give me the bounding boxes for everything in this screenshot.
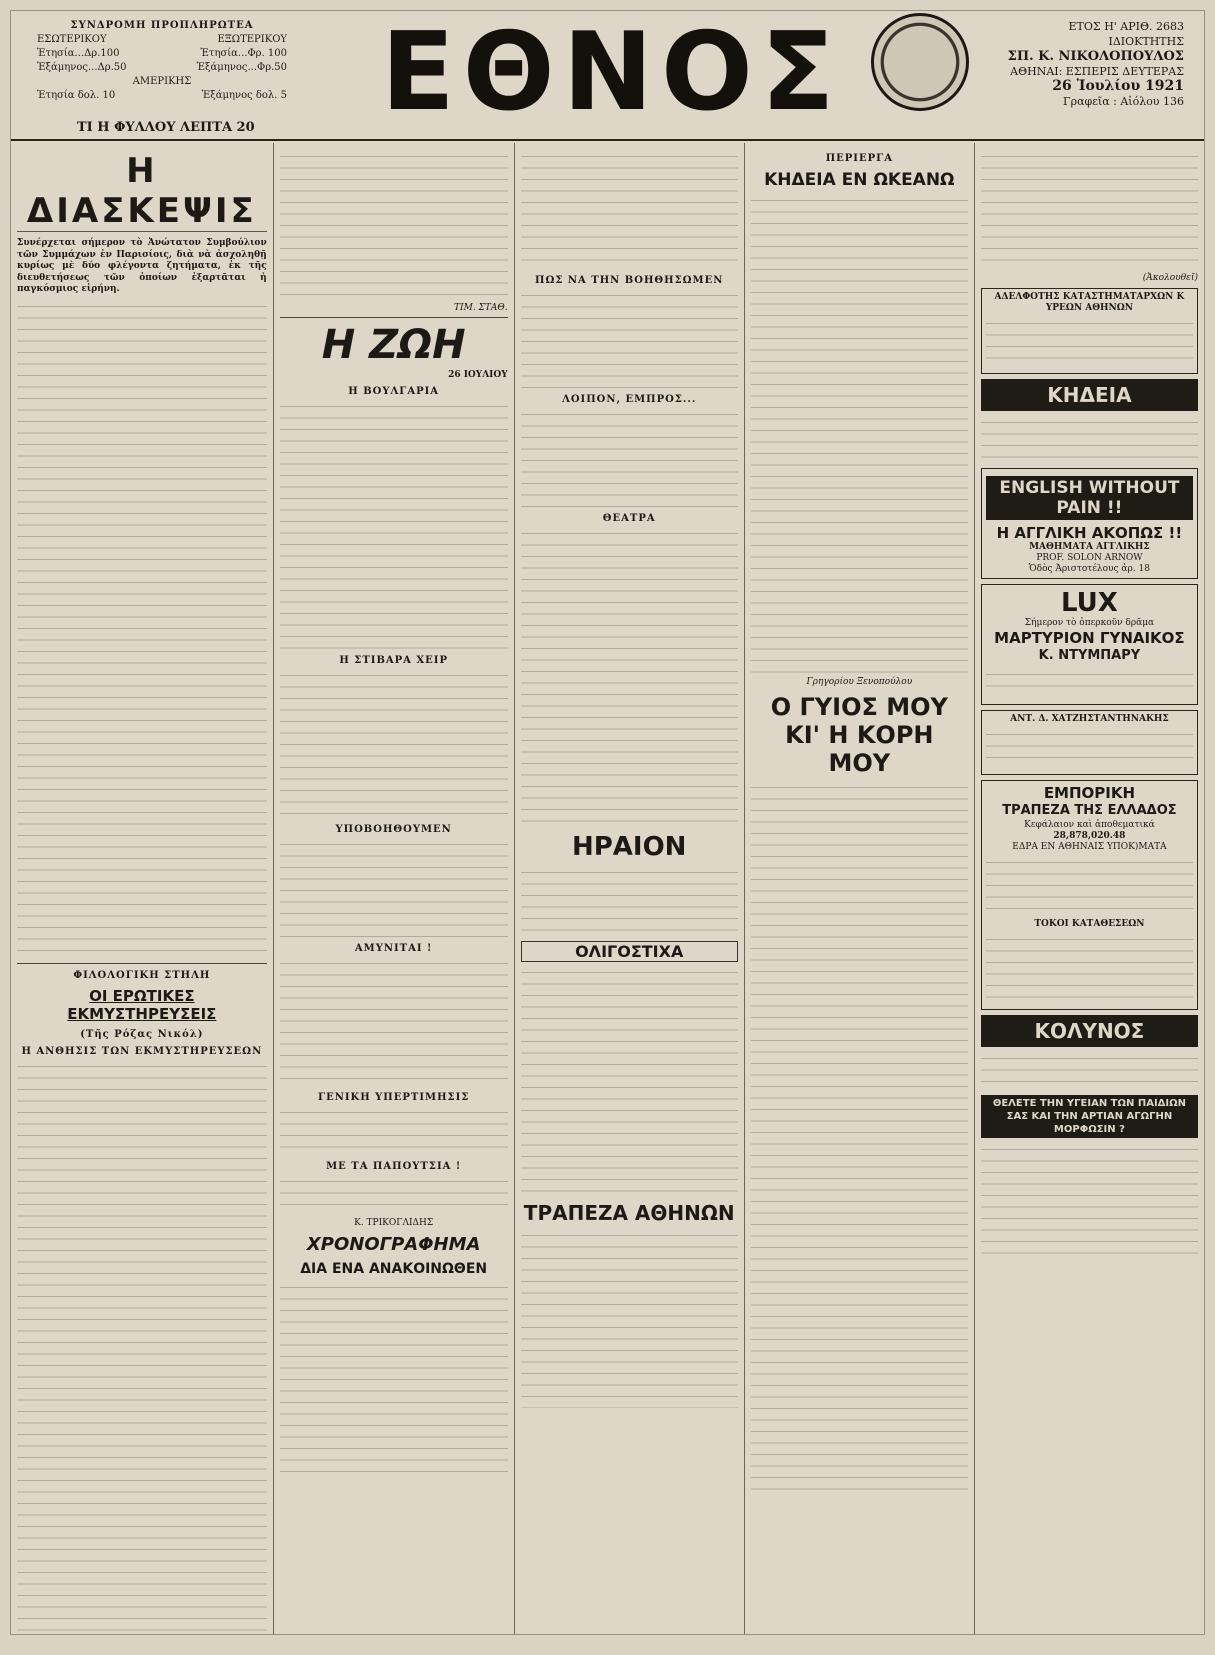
article-body-2 <box>17 1059 267 1635</box>
deposit-rates: ΤΟΚΟΙ ΚΑΤΑΘΕΣΕΩΝ <box>1034 919 1145 929</box>
deposit-body <box>986 932 1193 1002</box>
rate-2-right: Ἐξάμηνος...Φρ.50 <box>196 62 287 73</box>
doctor-name: ΑΝΤ. Δ. ΧΑΤΖΗΣΤΑΝΤΗΝΑΚΗΣ <box>1010 714 1169 724</box>
section-title: Η ΖΩΗ <box>321 322 466 368</box>
newspaper-page <box>10 10 1205 1635</box>
rate-3-right: Ἐξάμηνος δολ. 5 <box>201 90 287 101</box>
english-title: ENGLISH WITHOUT PAIN !! <box>986 476 1193 520</box>
year-issue: ΕΤΟΣ Η' ΑΡΙΘ. 2683 <box>1068 20 1184 33</box>
continued-text-3 <box>521 149 738 269</box>
teacher-address: Ὁδὸς Ἀριστοτέλους ἀρ. 18 <box>1028 564 1150 574</box>
chronicle-title: ΧΡΟΝΟΓΡΑΦΗΜΑ <box>306 1234 481 1255</box>
owner-name: ΣΠ. Κ. ΝΙΚΟΛΟΠΟΥΛΟΣ <box>1007 49 1184 64</box>
forward-body <box>521 407 738 507</box>
rate-3-left: Ἐτησία δολ. 10 <box>37 90 116 101</box>
general-body <box>280 1105 508 1155</box>
curiosities-label: ΠΕΡΙΕΡΓΑ <box>825 153 893 164</box>
firm-hand-heading: Η ΣΤΙΒΑΡΑ ΧΕΙΡ <box>339 655 448 666</box>
byline: (Τῆς Ρόζας Νικόλ) <box>80 1028 204 1040</box>
doctor-body <box>986 727 1193 767</box>
hraion-heading: ΗΡΑΙΟΝ <box>571 832 687 862</box>
bank-seat: ΕΔΡΑ ΕΝ ΑΘΗΝΑΙΣ ΥΠΟΚ)ΜΑΤΑ <box>1012 842 1167 852</box>
lux-title: LUX <box>1061 588 1118 618</box>
chronicle-subtitle: ΔΙΑ ΕΝΑ ΑΝΑΚΟΙΝΩΘΕΝ <box>300 1261 488 1277</box>
film-cast <box>986 667 1193 697</box>
column-2 <box>274 143 515 1634</box>
firm-hand-body <box>280 668 508 818</box>
lux-subtitle: Σήμερον τὸ ὀπερκοῦν δρᾶμα <box>1024 618 1155 628</box>
edition-line: ΑΘΗΝΑΙ: ΕΣΠΕΡΙΣ ΔΕΥΤΕΡΑΣ <box>1010 65 1184 78</box>
film-author: Κ. ΝΤΥΜΠΑΡΥ <box>1038 648 1141 663</box>
columns <box>11 143 1204 1634</box>
bank-heading: ΤΡΑΠΕΖΑ ΑΘΗΝΩΝ <box>523 1201 735 1225</box>
bank-name: ΤΡΑΠΕΖΑ ΤΗΣ ΕΛΛΑΔΟΣ <box>1002 803 1177 818</box>
brotherhood-title: ΑΔΕΛΦΟΤΗΣ ΚΑΤΑΣΤΗΜΑΤΑΡΧΩΝ Κ ΥΡΕΩΝ ΑΘΗΝΩΝ <box>994 292 1185 313</box>
remind-body <box>280 837 508 937</box>
office-address: Γραφεῖα : Αἰόλου 136 <box>1062 95 1184 108</box>
general-heading: ΓΕΝΙΚΗ ΥΠΕΡΤΙΜΗΣΙΣ <box>318 1092 470 1103</box>
lux-cinema-ad <box>981 584 1198 705</box>
subscription-title: ΣΥΝΔΡΟΜΗ ΠΡΟΠΛΗΡΩΤΕΑ <box>70 20 254 31</box>
section-date: 26 ΙΟΥΛΙΟΥ <box>448 370 508 380</box>
masthead <box>11 11 1204 141</box>
issue-date: 26 Ἰουλίου 1921 <box>1052 78 1184 94</box>
capital-label: Κεφάλαιον καὶ ἀποθεματικά <box>1024 820 1155 830</box>
bank-branches <box>986 855 1193 915</box>
theatres-heading: ΘΕΑΤΡΑ <box>602 513 656 524</box>
bank-ad <box>981 780 1198 1010</box>
brotherhood-notice <box>981 288 1198 374</box>
oligosticha-heading: ΟΛΙΓΟΣΤΙΧΑ <box>521 941 738 962</box>
aid-heading: ΠΩΣ ΝΑ ΤΗΝ ΒΟΗΘΗΣΩΜΕΝ <box>535 275 724 286</box>
funeral-body <box>981 415 1198 463</box>
bulgaria-body <box>280 399 508 649</box>
defense-body <box>280 956 508 1086</box>
subscription-box <box>37 19 287 135</box>
aid-body <box>521 288 738 388</box>
funeral-heading: ΚΗΔΕΙΑ <box>981 379 1198 411</box>
english-ad <box>981 468 1198 579</box>
kolynos-body <box>981 1051 1198 1091</box>
owner-label: ΙΔΙΟΚΤΗΤΗΣ <box>1108 35 1184 48</box>
health-ad: ΘΕΛΕΤΕ ΤΗΝ ΥΓΕΙΑΝ ΤΩΝ ΠΑΙΔΙΩΝ ΣΑΣ ΚΑΙ ΤΗΝ ΑΡΤΙΑΝ ΑΓΩΓΗΝ ΜΟΡΦΩΣΙΝ ? <box>981 1095 1198 1138</box>
english-subtitle: Η ΑΓΓΛΙΚΗ ΑΚΟΠΩΣ !! <box>996 524 1183 542</box>
hraion-body <box>521 865 738 935</box>
publication-info <box>884 19 1184 109</box>
section-label: ΦΙΛΟΛΟΓΙΚΗ ΣΤΗΛΗ <box>73 969 211 981</box>
capital-value: 28,878,020.48 <box>1053 831 1126 841</box>
english-lessons: ΜΑΘΗΜΑΤΑ ΑΓΓΛΙΚΗΣ <box>1029 542 1150 552</box>
lead-paragraph: Συνέρχεται σήμερον τὸ Ἀνώτατον Συμβούλιον τῶν Συμμάχων ἐν Παρισίοις, διὰ νὰ ἀσχοληθῇ κυρίως μὲ δύο φλέγοντα ζητήματα, ἐκ τῆς διευθετήσεως τῶν ὁποίων ἐξαρτᾶται ἡ παγκόσμιος εἰρήνη. <box>17 238 267 294</box>
article-body <box>17 299 267 959</box>
main-headline: Η ΔΙΑΣΚΕΨΙΣ <box>17 151 267 232</box>
column-4 <box>745 143 975 1634</box>
america-label: ΑΜΕΡΙΚΗΣ <box>132 76 192 87</box>
theatres-body <box>521 526 738 826</box>
signature: ΤΙΜ. ΣΤΑΘ. <box>454 303 508 313</box>
brotherhood-body <box>986 316 1193 366</box>
commerce-label: ΕΜΠΟΡΙΚΗ <box>1043 784 1136 802</box>
story-author: Γρηγορίου Ξενοπούλου <box>806 677 913 687</box>
forward-heading: ΛΟΙΠΟΝ, ΕΜΠΡΟΣ... <box>562 394 697 405</box>
abroad-label: ΕΞΩΤΕΡΙΚΟΥ <box>217 34 287 45</box>
slippers-heading: ΜΕ ΤΑ ΠΑΠΟΥΤΣΙΑ ! <box>326 1161 462 1172</box>
oligosticha-body <box>521 965 738 1195</box>
column-5 <box>975 143 1204 1634</box>
remind-heading: ΥΠΟΒΟΗΘΟΥΜΕΝ <box>335 824 452 835</box>
continued-label: (Ἀκολουθεῖ) <box>1142 273 1198 283</box>
rate-1-left: Ἐτησία...Δρ.100 <box>37 48 120 59</box>
rate-2-left: Ἐξάμηνος...Δρ.50 <box>37 62 127 73</box>
doctor-ad <box>981 710 1198 775</box>
health-ad-body <box>981 1142 1198 1262</box>
continued-text <box>280 149 508 299</box>
continued-text-5 <box>981 149 1198 269</box>
kolynos-heading: ΚΟΛΥΝΟΣ <box>981 1015 1198 1047</box>
rate-1-right: Ἐτησία...Φρ. 100 <box>200 48 287 59</box>
column-3 <box>515 143 745 1634</box>
bulgaria-heading: Η ΒΟΥΛΓΑΡΙΑ <box>348 386 440 397</box>
chronicle-body <box>280 1280 508 1480</box>
newspaper-logo: ΕΘΝΟΣ <box>381 10 843 135</box>
teacher-name: PROF. SOLON ARNOW <box>1036 553 1143 563</box>
second-author: Κ. ΤΡΙΚΟΓΛΙΔΗΣ <box>354 1218 434 1228</box>
story-title: Ο ΓΥΙΟΣ ΜΟΥ ΚΙ' Η ΚΟΡΗ ΜΟΥ <box>770 693 948 777</box>
defense-heading: ΑΜΥΝΙΤΑΙ ! <box>354 943 433 954</box>
article-title: ΟΙ ΕΡΩΤΙΚΕΣ ΕΚΜΥΣΤΗΡΕΥΣΕΙΣ <box>67 986 217 1023</box>
slippers-body <box>280 1174 508 1214</box>
issue-price: ΤΙ Η ΦΥΛΛΟΥ ΛΕΠΤΑ 20 <box>77 120 255 135</box>
bank-body <box>521 1228 738 1408</box>
ocean-funeral-heading: ΚΗΔΕΙΑ ΕΝ ΩΚΕΑΝΩ <box>764 170 955 190</box>
ocean-funeral-body <box>751 193 968 673</box>
story-body <box>751 780 968 1500</box>
column-1 <box>11 143 274 1634</box>
inland-label: ΕΣΩΤΕΡΙΚΟΥ <box>37 34 107 45</box>
article-subtitle: Η ΑΝΘΗΣΙΣ ΤΩΝ ΕΚΜΥΣΤΗΡΕΥΣΕΩΝ <box>21 1045 263 1057</box>
film-title: ΜΑΡΤΥΡΙΟΝ ΓΥΝΑΙΚΟΣ <box>994 629 1185 647</box>
